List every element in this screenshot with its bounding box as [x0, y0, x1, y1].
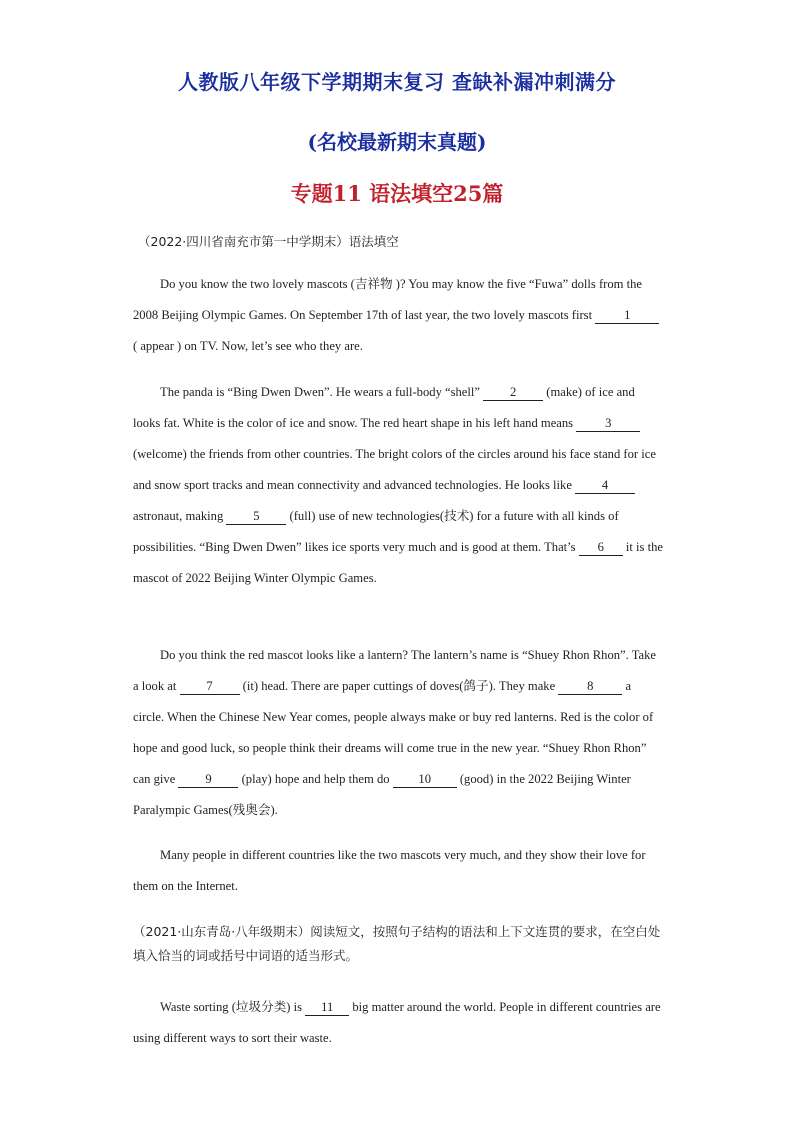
blank-9: 9	[178, 772, 238, 788]
blank-4: 4	[575, 478, 635, 494]
blank-8: 8	[558, 679, 622, 695]
topic-heading: 专题11 语法填空25篇	[290, 181, 504, 206]
blank-10: 10	[393, 772, 457, 788]
blank-11: 11	[305, 1000, 349, 1016]
passage1-source: （2022·四川省南充市第一中学期末）语法填空	[138, 234, 399, 249]
passage1-paragraph-1: Do you know the two lovely mascots (吉祥物 )? You may know the five “Fuwa” dolls from the 2008 Beijing Olympic Games. On September 17th of last year, the two lovely mascots first 1 ( appear ) on TV. Now, let’s see who they are.	[133, 269, 663, 362]
passage2-instruction: （2021·山东青岛·八年级期末）阅读短文，按照句子结构的语法和上下文连贯的要求，在空白处填入恰当的词或括号中词语的适当形式。	[133, 924, 661, 963]
blank-2: 2	[483, 385, 543, 401]
document-subtitle: (名校最新期末真题)	[307, 130, 487, 154]
blank-3: 3	[576, 416, 640, 432]
blank-6: 6	[579, 540, 623, 556]
passage1-paragraph-2: The panda is “Bing Dwen Dwen”. He wears a full-body “shell” 2 (make) of ice and looks fat. White is the color of ice and snow. The red heart shape in his left hand means 3 (welcome) the friends from other countries. The bright colors of the circles around his face stand for ice and snow sport tracks and mean connectivity and advanced technologies. He looks like 4 astronaut, making 5 (full) use of new technologies(技术) for a future with all kinds of possibilities. “Bing Dwen Dwen” likes ice sports very much and is good at them. That’s 6 it is the mascot of 2022 Beijing Winter Olympic Games.	[133, 385, 663, 585]
blank-7: 7	[180, 679, 240, 695]
passage1-paragraph-3: Do you think the red mascot looks like a lantern? The lantern’s name is “Shuey Rhon Rhon”. Take a look at 7 (it) head. There are paper cuttings of doves(鸽子). They make 8 a circle. When the Chinese New Year comes, people always make or buy red lanterns. Red is the color of hope and good luck, so people think their dreams will come true in the new year. “Shuey Rhon Rhon” can give 9 (play) hope and help them do 10 (good) in the 2022 Beijing Winter Paralympic Games(残奥会).	[133, 648, 656, 817]
document-title: 人教版八年级下学期期末复习 查缺补漏冲刺满分	[178, 70, 616, 94]
passage2-paragraph-1: Waste sorting (垃圾分类) is 11 big matter around the world. People in different countries are using different ways to sort their waste.	[133, 1000, 661, 1045]
passage1-paragraph-4: Many people in different countries like the two mascots very much, and they show their love for them on the Internet.	[133, 848, 646, 893]
blank-5: 5	[226, 509, 286, 525]
blank-1: 1	[595, 308, 659, 324]
